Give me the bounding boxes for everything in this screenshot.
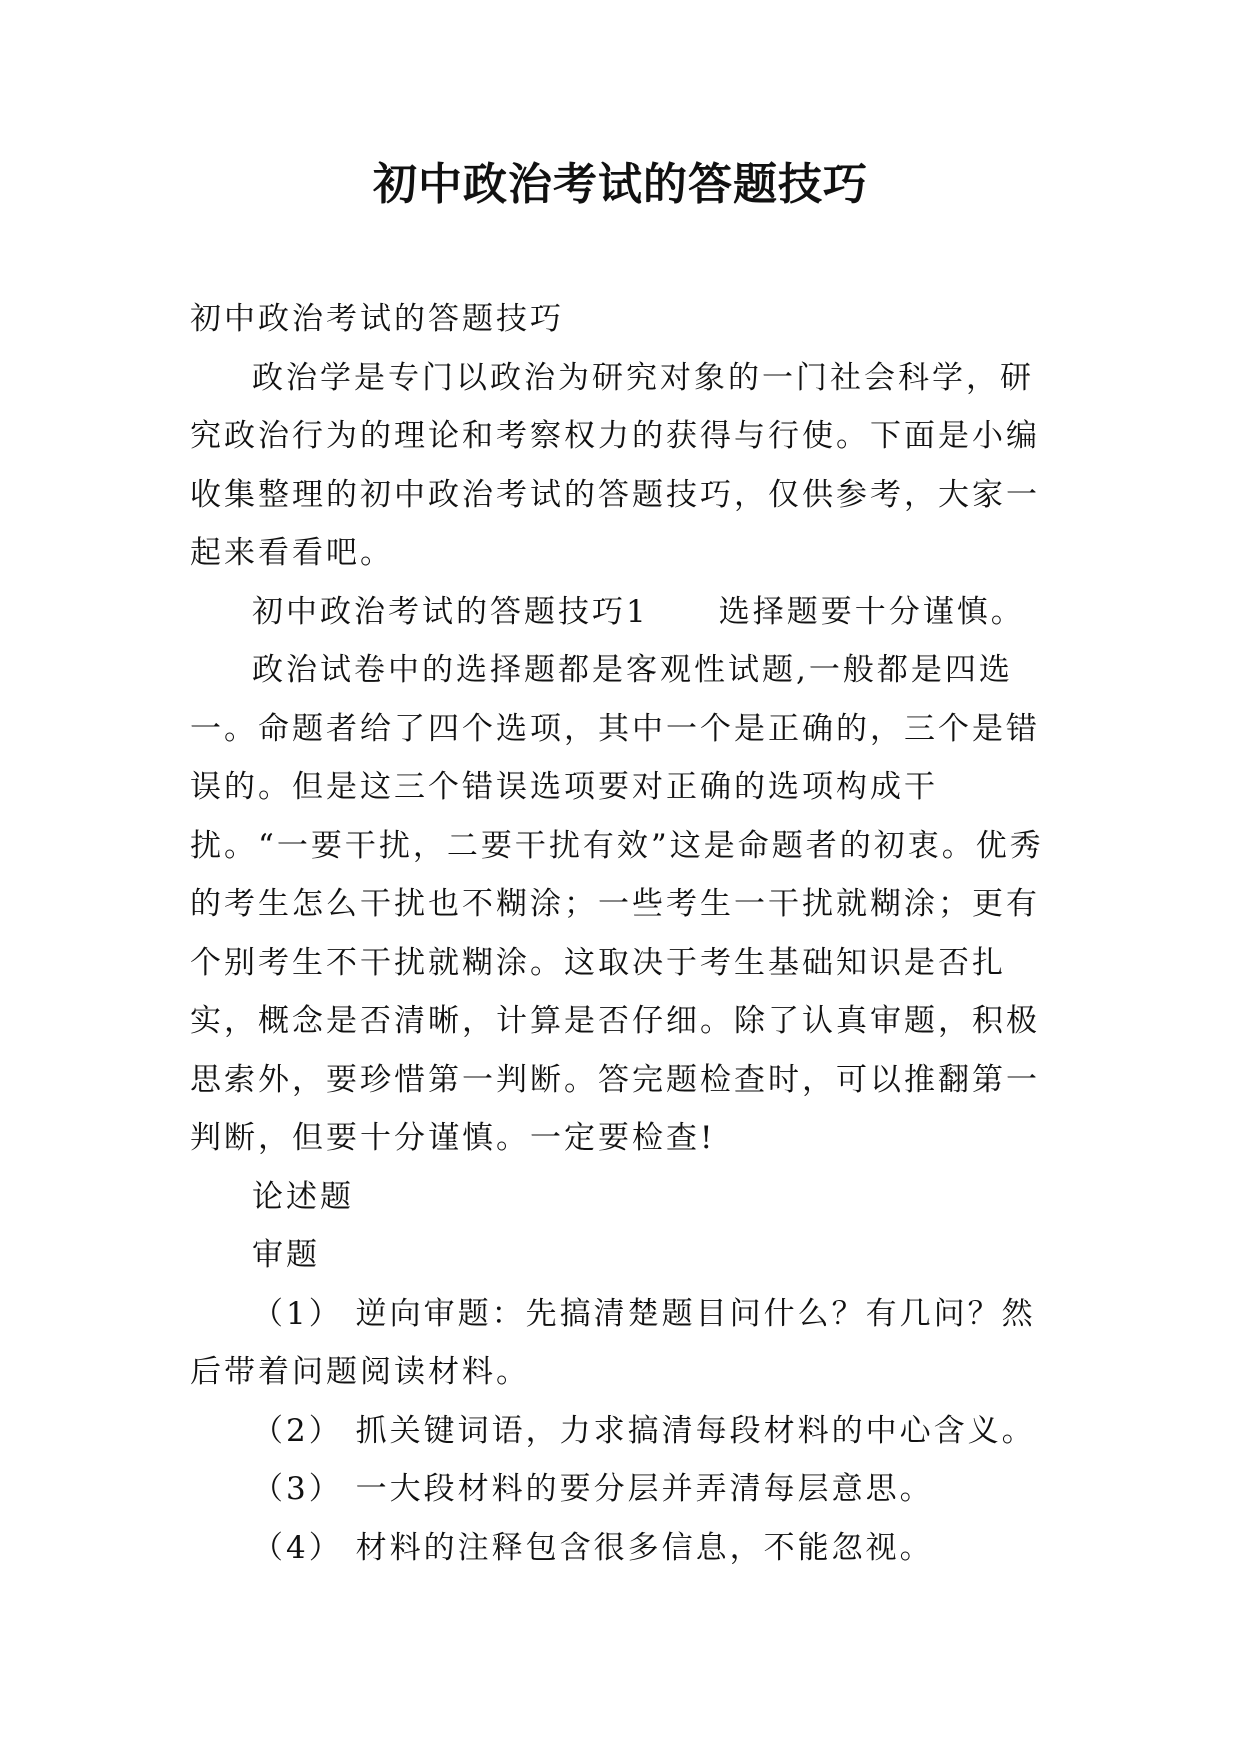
- section-heading-label: 初中政治考试的答题技巧1: [252, 593, 649, 630]
- list-item-3: （3） 一大段材料的要分层并弄清每层意思。: [252, 1471, 934, 1507]
- section-heading-topic: 选择题要十分谨慎。: [718, 593, 1025, 630]
- paragraph-choice-questions: 政治试卷中的选择题都是客观性试题,一般都是四选一。命题者给了四个选项，其中一个是正确的，三个是错误的。但是这三个错误选项要对正确的选项构成干扰。“一要干扰，二要干扰有效”这是命题者的初衷。优秀的考生怎么干扰也不糊涂；一些考生一干扰就糊涂；更有个别考生不干扰就糊涂。这取决于考生基础知识是否扎实，概念是否清晰，计算是否仔细。除了认真审题，积极思索外，要珍惜第一判断。答完题检查时，可以推翻第一判断，但要十分谨慎。一定要检查!: [190, 652, 1044, 1156]
- list-item-4: （4） 材料的注释包含很多信息，不能忽视。: [252, 1529, 934, 1566]
- paragraph-intro: 政治学是专门以政治为研究对象的一门社会科学，研究政治行为的理论和考察权力的获得与行使。下面是小编收集整理的初中政治考试的答题技巧，仅供参考，大家一起来看看吧。: [190, 359, 1040, 571]
- document-title: 初中政治考试的答题技巧: [373, 159, 868, 210]
- paragraph-review-heading: 审题: [252, 1237, 320, 1273]
- list-item-1: （1） 逆向审题：先搞清楚题目问什么？有几问？然后带着问题阅读材料。: [190, 1295, 1036, 1390]
- paragraph-essay-heading: 论述题: [252, 1178, 354, 1215]
- list-item-2: （2） 抓关键词语，力求搞清每段材料的中心含义。: [252, 1412, 1036, 1449]
- document-body: [190, 290, 1050, 1577]
- paragraph-section-heading: [190, 583, 1050, 642]
- paragraph-subtitle: 初中政治考试的答题技巧: [190, 301, 564, 337]
